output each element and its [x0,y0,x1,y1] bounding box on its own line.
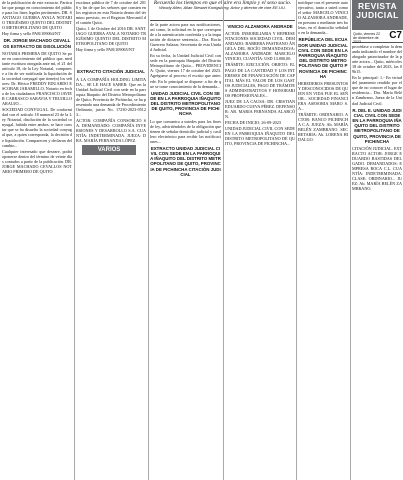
notice-paragraph: ACTOR: INMOBILIARIA Y REPRESENTACIONES SOCIEDAD CIVIL. DEMANDADO: BARRERA PASTRANO ÁNGELA DEL ROCÍO DEMANDADO/A: ALZAMORA ANDRADE MARCELO VINICIO, CUANTÍA: USD 13.000,00. [225,31,295,62]
masthead [352,0,403,30]
notice-paragraph: Cualquier interesado que deseare, podrá oponerse dentro del término de veinte días contados a partir de la publicación. DR. JORGE MACHADO CEVALLOS NOTARIO PRIMERO DE QUITO [2,148,72,174]
notice-heading: UNIDAD JUDICIAL CIVIL CON SEDE EN LA PARROQUIA IÑAQUITO DEL DISTRITO METROPOLITANO DE QUITO, PROVINCIA DE PICHINCHA [150,90,221,117]
column-2 [76,0,146,480]
notice-paragraph: En lo principal: 1.- En virtud del juramento rendido por el que de no conocer el lugar de residencia... Dra. María Belén Zambrano, Jueza de la Unidad Judicial Civil. [352,75,402,106]
column-divider [296,0,297,480]
notice-paragraph: FECHA DE INICIO: 26-09-2023 [225,120,281,125]
notice-paragraph: NOTARIA PRIMERA DE QUITO Se pone en conocimiento del público que, mediante escritura otorgada ante mí, el 21 del artículo 18, de la Ley Notarial, comparece a fin de ser notificada la liquidación de la sociedad conyugal que tiene(n) los señores: Dr. Héctor FREDDY EDUARDO ESCOBAR JARAMILLO, Notario en fecha de los ciudadanos FRANCISCO JAVIER CARRASCO SARAVIA Y TRUJILLO ARAUJO... [2,50,72,107]
notice-paragraph: UNIDAD JUDICIAL CIVIL CON SEDE EN LA PARROQUIA IÑAQUITO DEL DISTRITO METROPOLITANO DE QUITO, PROVINCIA DE PICHINCHA... [225,126,295,147]
quote-text: Recuerda los tiempos en que el aire era limpio y el sexo sucio. [153,0,292,6]
notice-heading: EXTRACTO UNIDAD JUDICIAL CIVIL CON SEDE EN LA PARROQUIA IÑAQUITO DEL DISTRITO METROPOLITANO DE QUITO, PROVINCIA DE PICHINCHA CITACIÓN JUDICIAL [150,145,221,177]
notice-paragraph: procédase a completar la demanda indicando el nombre del abogado patrocinador de la parte actora... Quito, miércoles 18 de octubre del 2023, las 09h15. [352,44,402,75]
column-divider [148,0,149,480]
section-label-varios: VARIOS [82,145,136,155]
column-4 [225,22,295,480]
notice-paragraph: ACTOR: COMPAÑÍA CONSORCIO SA. DEMANDADO: COMPAÑÍA INVERSIONES Y DESARROLLO S.A. CUANTÍA: INDETERMINADA. JUEZA: DRA. MARÍA FERNANDA LÓPEZ. [76,118,146,144]
notice-paragraph: Quito, 1 de Octubre del 2016 DR. SANTIAGO GUERRA AYALA NOTARIO TRIGÉSIMO QUINTO DEL DISTRITO METROPOLITANO DE QUITO [76,26,146,47]
column-3 [150,22,221,480]
column-1 [2,0,72,480]
notice-heading: VINICIO ALZAMORA ANDRADE [227,24,293,29]
notice-heading: EXTRACTO CITACIÓN JUDICIAL [77,69,145,75]
notice-paragraph: Hay firma y sello PAR/109065/NT [76,47,135,53]
notice-paragraph: En su fecha, la Unidad Judicial Civil con sede en la parroquia Iñaquito del Distrito Metropolitano de Quito... PROVIDENCIA: Quito, viernes 17 de octubre del 2023. Agréguese al proceso el escrito que antecede. En lo principal se dispone: a fin de que se tome conocimiento de la demanda... [150,53,221,89]
page-number: C7 [389,30,402,41]
notice-paragraph: Lo que comunico a ustedes para los fines de ley, advirtiéndoles de la obligación que tienen de señalar domicilio judicial y casillero electrónico para recibir las notificaciones... [150,118,221,144]
masthead-meta-bar [352,30,403,43]
notice-paragraph: CITACIÓN JUDICIAL. EXTRACTO ACTOR: JORGE EDUARDO BASTIDAS DELGADO. DEMANDADOS: EMPRESA ROCA C.L. CUANTÍA: INDETERMINADA. CLASE: ORDINARIO... JUEZ: Ab. MARÍA BELÉN ZAMBRANO. [352,145,402,192]
notice-paragraph: A LA COMPAÑÍA HOLDING LIMITADA... SE LE HACE SABER: Que en la Unidad Judicial Civil con sede en la parroquia Iñaquito del Distrito Metropolitano de Quito, Provincia de Pichincha, se ha presentado una demanda de Procedimiento Ordinario, juicio No. 17230-2023-05123... [76,76,146,117]
masthead-title-line2: JUDICIAL [356,10,399,20]
masthead-date: Quito, viernes 22 de diciembre de 2023 [353,32,381,44]
notice-paragraph: SOCIEDAD CONYUGAL. De conformidad con el artículo 18 numeral 23 de la Ley Notarial, disolución de la sociedad conyugal, habida entre ambos, se hace constar que se ha disuelto la sociedad conyugal que, a quien corresponda, la decisión de liquidación. Comparecen y declaran del cambio... [2,107,72,148]
notice-paragraph: de la publicación de este extracto. Particular que pongo en conocimiento del público para los fines legales pertinentes. DR. SANTIAGO GUERRA AYALA NOTARIO TRIGÉSIMO QUINTO DEL DISTRITO METROPOLITANO DE QUITO [2,0,72,31]
notice-paragraph: HEREDEROS PRESUNTOS Y DESCONOCIDOS DE QUIEN EN VIDA FUE EL SEÑOR... SOCIEDAD FINANCIERA ASESORIA MARO S.A... [298,80,348,112]
notice-paragraph: escritura pública de 7 de octubre del 2016 y fin de que los señores que consten en los registros en esta Notaría dentro del término previsto, en el Registro Mercantil del cantón Quito. [76,0,146,26]
quote-author: Woody Allen, Allan Stewart Konigsberg. Actor y director de cine EE.UU. [159,5,286,10]
notice-paragraph: TRÁMITE: ORDINARIO. ACTOR: BANCO PICHINCHA C.A. JUEZA: Ab. MARÍA BELÉN ZAMBRANO. SECRETARIA: Ab. LORENA HIDALGO. [298,112,348,143]
column-5 [298,0,348,480]
notice-paragraph: JUEZ DE LA CAUSA: DR. CRISTIAN EDUARDO CUEVA PÉREZ. DEFENSOR: AB. MARIA FERNANDA ALARCÓN. [225,98,295,119]
column-divider [350,0,351,480]
masthead-title-line1: REVISTA [357,1,397,11]
notice-heading: DR. JORGE MACHADO CEVALLOS EXTRACTO DE DISOLUCIÓN [3,38,71,49]
column-divider [223,0,224,480]
notice-paragraph: notifique con el presente auto ejecutivo, tanto a usted como el señor MARCELO VINICIO ALZAMORA ANDRADE, en persona o mediante tres boletas, en el domicilio señalado en la demanda... [298,0,348,36]
notice-heading: R. DEL E. UNIDAD JUDICIAL CIVIL CON SEDE EN LA PARROQUIA IÑAQUITO DEL DISTRITO METROPOLITANO DE QUITO, PROVINCIA DE PICHINCHA [352,107,402,144]
notice-paragraph: TRÁMITE: EJECUCIÓN. OBJETO: EL PAGO DE LA CANTIDAD Y LOS INTERESES DE FINANCIACIÓN DE CAPITAL MÁS EL VALOR DE LOS GASTOS JUDICIALES, PAGO DE TRÁMITES ADMINISTRATIVOS Y HONORARIOS PROFESIONALES... [225,62,295,98]
notice-heading: REPÚBLICA DEL ECUADOR UNIDAD JUDICIAL CIVIL CON SEDE EN LA PARROQUIA IÑAQUITO DEL DISTRITO METROPOLITANO DE QUITO PROVINCIA DE PICHINCHA [298,37,348,79]
column-divider [74,0,75,480]
notice-paragraph: de la parte actora para sus notificaciones, así como, la solicitud en lo que corresponde a la autenticación conferida y a la imputación de dictarse sentencia... Dra. Rocío Guerrero Salazar, Secretaria de esta Unidad Judicial. [150,22,221,53]
notice-paragraph: Hay firma y sello PAR/109064/NT [2,31,61,37]
column-6 [352,44,402,480]
